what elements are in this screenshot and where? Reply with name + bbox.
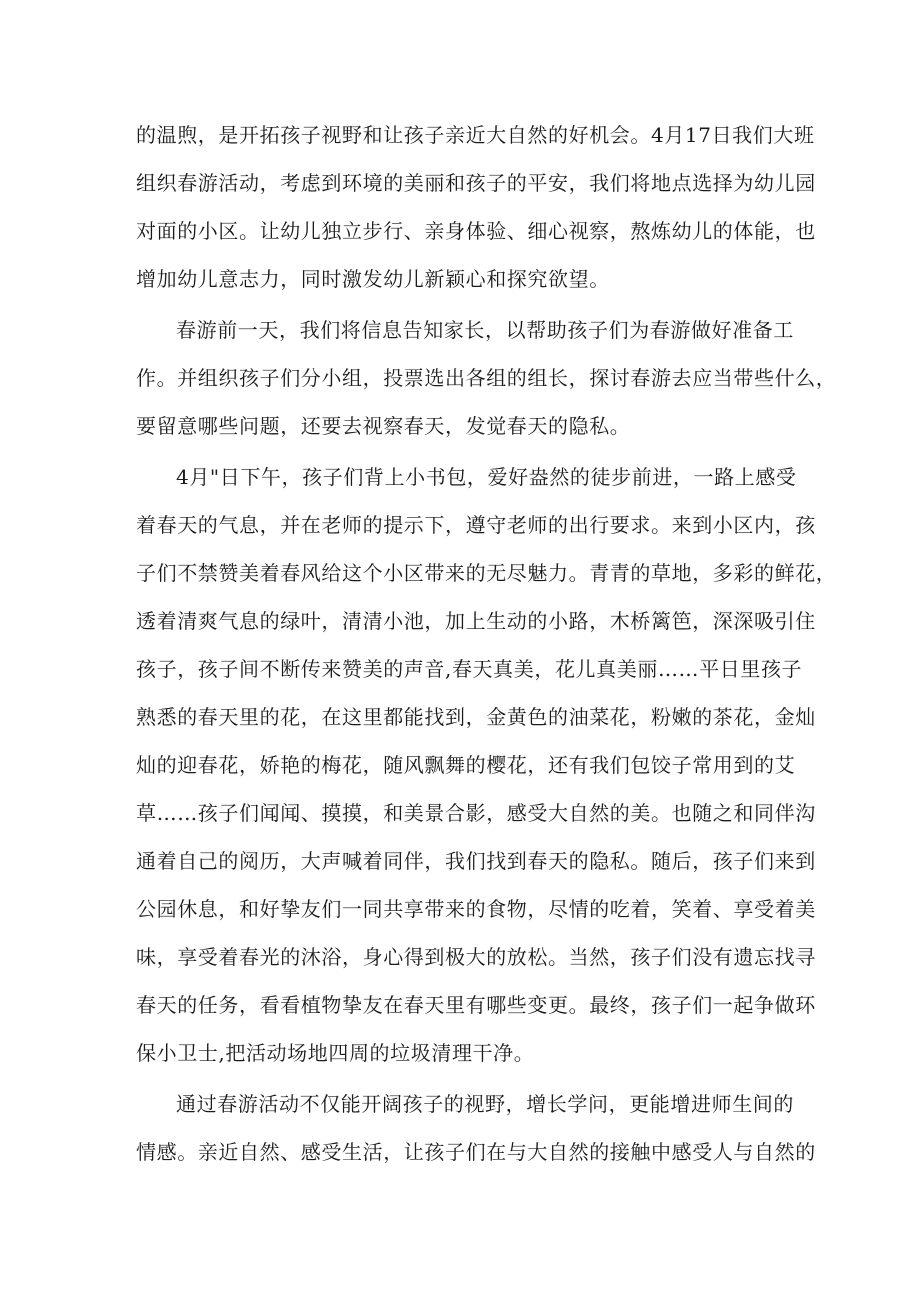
paragraph-4-line-1: 通过春游活动不仅能开阔孩子的视野，增长学问，更能增进师生间的	[176, 1092, 794, 1116]
paragraph-1-line-3: 对面的小区。让幼儿独立步行、亲身体验、细心视察，熬炼幼儿的体能，也	[136, 219, 816, 243]
paragraph-1-line-1: 的温煦，是开拓孩子视野和让孩子亲近大自然的好机会。4月17日我们大班	[136, 123, 815, 147]
paragraph-3-line-1: 4月"日下午，孩子们背上小书包，爱好盎然的徒步前进，一路上感受	[176, 465, 797, 489]
paragraph-3-line-8: 草……孩子们闻闻、摸摸，和美景合影，感受大自然的美。也随之和同伴沟	[136, 801, 816, 825]
paragraph-4-line-2: 情感。亲近自然、感受生活，让孩子们在与大自然的接触中感受人与自然的	[136, 1140, 816, 1164]
paragraph-3-line-10: 公园休息，和好挚友们一同共享带来的食物，尽情的吃着，笑着、享受着美	[136, 897, 816, 921]
paragraph-3-line-2: 着春天的气息，并在老师的提示下，遵守老师的出行要求。来到小区内，孩	[136, 513, 816, 537]
paragraph-1-line-2: 组织春游活动，考虑到环境的美丽和孩子的平安，我们将地点选择为幼儿园	[136, 171, 816, 195]
paragraph-2-line-3: 要留意哪些问题，还要去视察春天，发觉春天的隐私。	[136, 414, 631, 438]
paragraph-3-line-11: 味，享受着春光的沐浴，身心得到极大的放松。当然，孩子们没有遗忘找寻	[136, 945, 816, 969]
paragraph-1-line-4: 增加幼儿意志力，同时激发幼儿新颖心和探究欲望。	[136, 267, 610, 291]
paragraph-3-line-6: 熟悉的春天里的花，在这里都能找到，金黄色的油菜花，粉嫩的茶花，金灿	[136, 705, 816, 729]
paragraph-3-line-3: 子们不禁赞美着春风给这个小区带来的无尽魅力。青青的草地，多彩的鲜花，	[136, 561, 837, 585]
paragraph-3-line-13: 保小卫士,把活动场地四周的垃圾清理干净。	[136, 1041, 535, 1065]
paragraph-3-line-4: 透着清爽气息的绿叶，清清小池，加上生动的小路，木桥篱笆，深深吸引住	[136, 609, 816, 633]
paragraph-2-line-2: 作。并组织孩子们分小组，投票选出各组的组长，探讨春游去应当带些什么，	[136, 366, 837, 390]
paragraph-3-line-5: 孩子，孩子间不断传来赞美的声音,春天真美，花儿真美丽……平日里孩子	[136, 657, 803, 681]
paragraph-3-line-12: 春天的任务，看看植物挚友在春天里有哪些变更。最终，孩子们一起争做环	[136, 993, 816, 1017]
paragraph-3-line-7: 灿的迎春花，娇艳的梅花，随风飘舞的樱花，还有我们包饺子常用到的艾	[136, 753, 796, 777]
paragraph-3-line-9: 通着自己的阅历，大声喊着同伴，我们找到春天的隐私。随后，孩子们来到	[136, 849, 816, 873]
paragraph-2-line-1: 春游前一天，我们将信息告知家长，以帮助孩子们为春游做好准备工	[176, 318, 794, 342]
